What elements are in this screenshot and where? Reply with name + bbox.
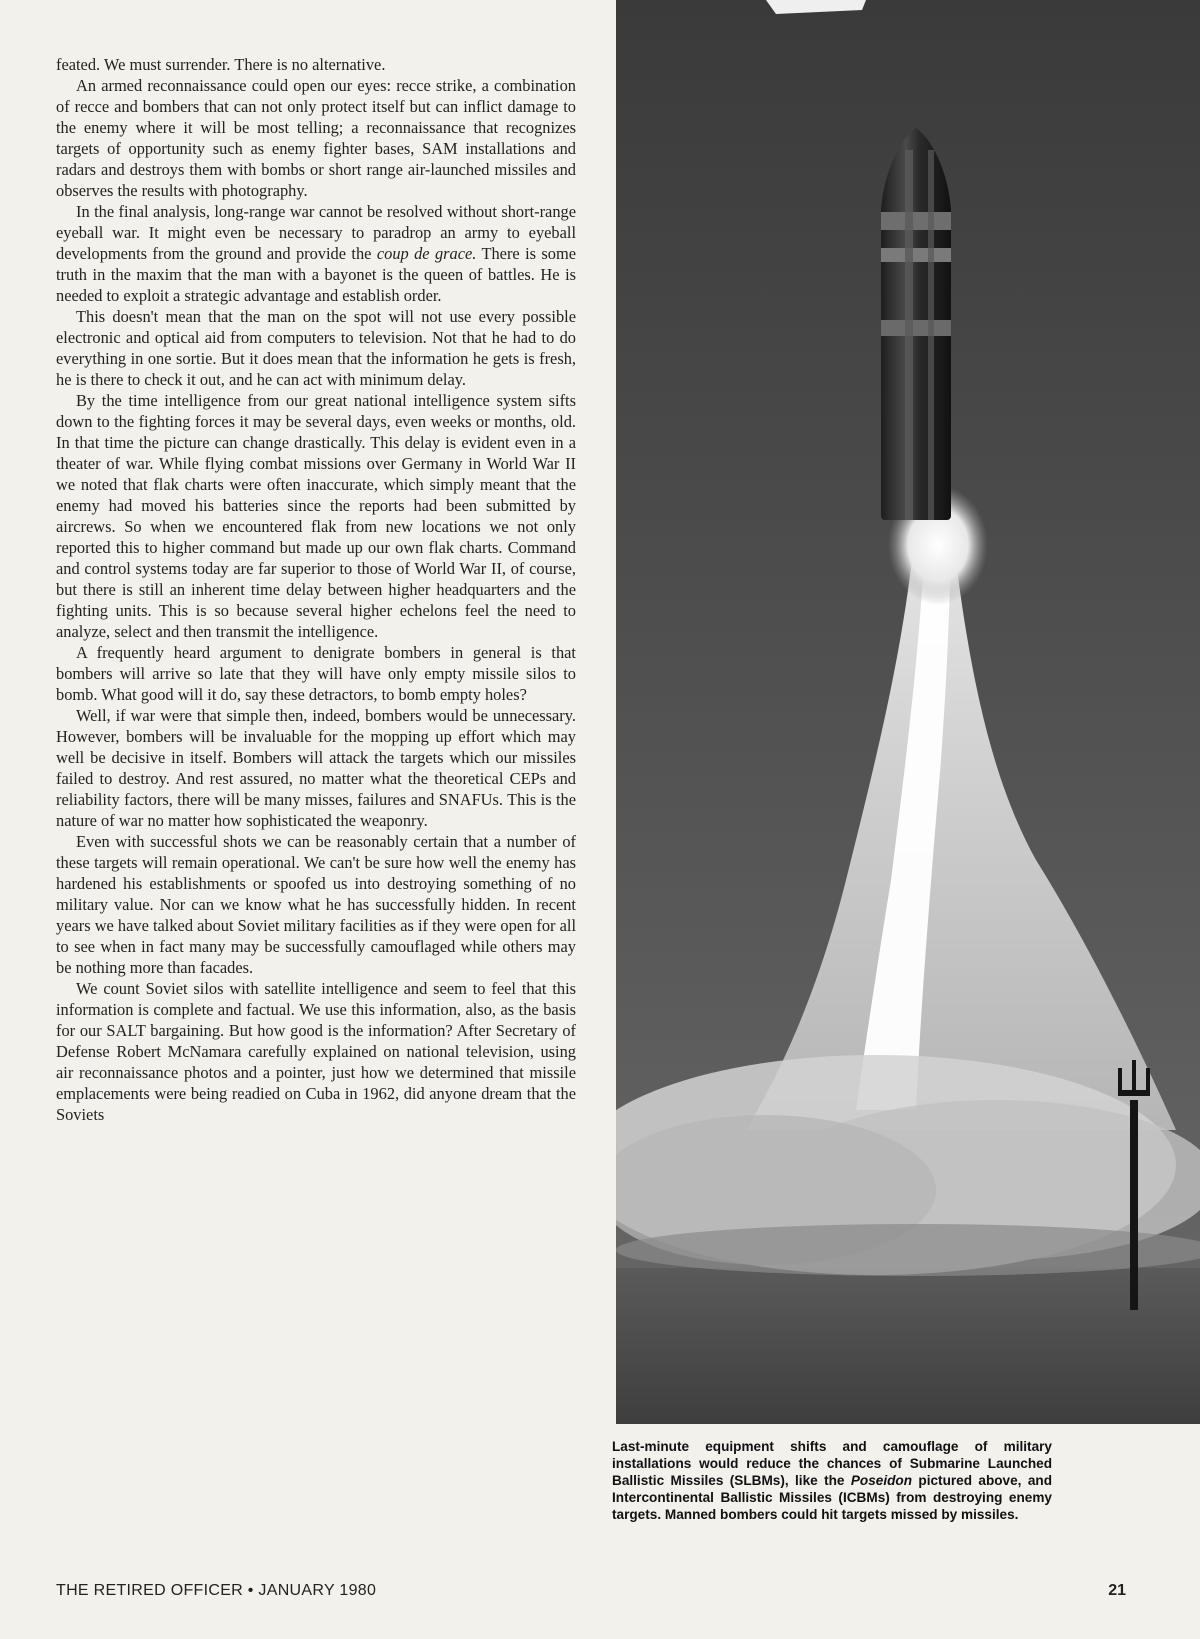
caption-text-b: pictured above, and Intercontinental Ballistic Missiles (ICBMs) from destroying enemy targets. Manned bombers could hit targets missed by missiles. bbox=[612, 1473, 1052, 1522]
paragraph-3-text-a: In the final analysis, long-range war cannot be resolved without short-range eyeball war. It might even be necessary to paradrop an army to eyeball developments from the ground and provide the bbox=[56, 202, 576, 263]
paragraph-8: Even with successful shots we can be reasonably certain that a number of these targets will remain operational. We can't be sure how well the enemy has hardened his establishments or spoofed us into destroying something of no military value. Nor can we know what he has successfully hidden. In recent years we have talked about Soviet military facilities as if they were open for all to see when in fact many may be successfully camouflaged while others may be nothing more than facades. bbox=[56, 832, 576, 977]
missile-launch-illustration bbox=[616, 0, 1200, 1424]
paragraph-5: By the time intelligence from our great national intelligence system sifts down to the fighting forces it may be several days, even weeks or months, old. In that time the picture can change drastically. This delay is evident even in a theater of war. While flying combat missions over Germany in World War II we noted that flak charts were often inaccurate, which simply meant that the enemy had moved his batteries since the reports had been submitted by aircrews. So when we encountered flak from new locations we not only reported this to higher command but made up our own flak charts. Command and control systems today are far superior to those of World War II, of course, but there is still an inherent time delay between higher headquarters and the fighting units. This is so because several higher echelons feel the need to analyze, select and then transmit the intelligence. bbox=[56, 391, 576, 641]
paragraph-9: We count Soviet silos with satellite intelligence and seem to feel that this information is complete and factual. We use this information, also, as the basis for our SALT bargaining. But how good is the information? After Secretary of Defense Robert McNamara carefully explained on national television, using air reconnaissance photos and a pointer, just how we determined that missile emplacements were being readied on Cuba in 1962, did anyone dream that the Soviets bbox=[56, 979, 576, 1124]
paragraph-3 bbox=[56, 201, 576, 306]
paragraph-7: Well, if war were that simple then, indeed, bombers would be unnecessary. However, bombers will be invaluable for the mopping up effort which may well be decisive in itself. Bombers will attack the targets which our missiles failed to destroy. And rest assured, no matter what the theoretical CEPs and reliability factors, there will be many misses, failures and SNAFUs. This is the nature of war no matter how sophisticated the weaponry. bbox=[56, 706, 576, 830]
caption-text-a: Last-minute equipment shifts and camouflage of military installations would reduce the chances of Submarine Launched Ballistic Missiles (SLBMs), like the bbox=[612, 1439, 1052, 1488]
photo-caption bbox=[612, 1438, 1052, 1523]
paragraph-6: A frequently heard argument to denigrate bombers in general is that bombers will arrive so late that they will have only empty missile silos to bomb. What good will it do, say these detractors, to bomb empty holes? bbox=[56, 643, 576, 704]
paragraph-3-italic: coup de grace. bbox=[376, 244, 477, 263]
paragraph-2: An armed reconnaissance could open our eyes: recce strike, a combination of recce and bombers that can not only protect itself but can inflict damage to the enemy where it will be most telling; a reconnaissance that recognizes targets of opportunity such as enemy fighter bases, SAM installations and radars and destroys them with bombs or short range air-launched missiles and observes the results with photography. bbox=[56, 76, 576, 200]
paragraph-3-text-b: There is some truth in the maxim that the man with a bayonet is the queen of battles. He is needed to exploit a strategic advantage and establish order. bbox=[56, 244, 576, 305]
page-number: 21 bbox=[1108, 1582, 1126, 1599]
article-body bbox=[56, 54, 576, 1125]
paragraph-1: feated. We must surrender. There is no alternative. bbox=[56, 55, 386, 74]
paragraph-4: This doesn't mean that the man on the spot will not use every possible electronic and optical aid from computers to television. Not that he had to do everything in one sortie. But it does mean that the information he gets is fresh, he is there to check it out, and he can act with minimum delay. bbox=[56, 307, 576, 389]
publication-line: THE RETIRED OFFICER • JANUARY 1980 bbox=[56, 1582, 377, 1599]
missile-launch-photo bbox=[616, 0, 1200, 1424]
caption-italic-poseidon: Poseidon bbox=[850, 1473, 913, 1488]
